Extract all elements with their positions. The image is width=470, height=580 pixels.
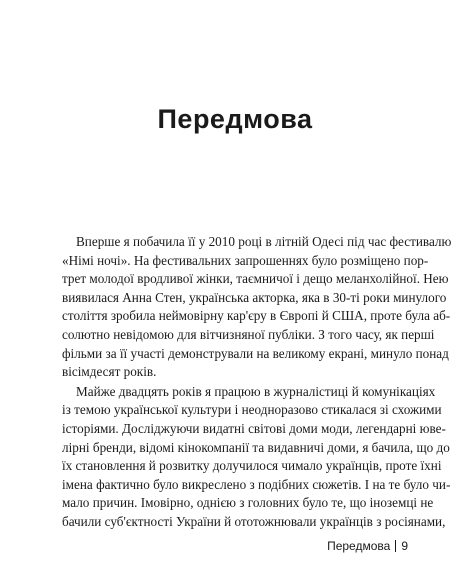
text-line: їх становлення й розвитку долучилося чимало українців, проте їхні [62,458,442,474]
text-line: лірні бренди, відомі кінокомпанії та видавничі доми, я бачила, що до [62,439,450,455]
text-line: вісімдесят років. [62,364,157,380]
paragraph-1 [62,233,452,382]
body-text [62,233,452,532]
text-line: мало причин. Імовірно, однією з головних було те, що іноземці не [62,495,434,511]
text-line: історіями. Досліджуючи видатні світові доми моди, легендарні юве- [62,420,446,436]
running-footer-section: Передмова [327,539,391,553]
text-line: Майже двадцять років я працюю в журналістиці й комунікаціях [76,383,436,399]
text-line: із темою української культури і неодноразово стикалася зі схожими [62,402,442,418]
page-title: Передмова [157,104,313,134]
page-footer [327,539,408,553]
text-line: солютно невідомою для вітчизняної публіки. З того часу, як перші [62,326,435,342]
text-line: бачили суб'єктності України й ототожнювали українців з росіянами, [62,513,446,529]
text-line: виявилася Анна Стен, українська акторка, яка в 30-ті роки минулого [62,289,447,305]
text-line: «Німі ночі». На фестивальних запрошеннях було розміщено пор- [62,252,429,268]
text-line: століття зробила неймовірну кар'єру в Європі й США, проте була аб- [62,308,451,324]
text-line: імена фактично було викреслено з подібних сюжетів. І на те було чи- [62,476,451,492]
paragraph-2 [62,383,451,532]
text-line: фільми за її участі демонстрували на великому екрані, минуло понад [62,345,449,361]
text-line: Вперше я побачила її у 2010 році в літній Одесі під час фестивалю [76,234,452,249]
footer-divider [395,540,396,552]
text-line: трет молодої вродливої жінки, таємничої і дещо меланхолійної. Нею [62,271,449,287]
page-number: 9 [401,539,408,553]
